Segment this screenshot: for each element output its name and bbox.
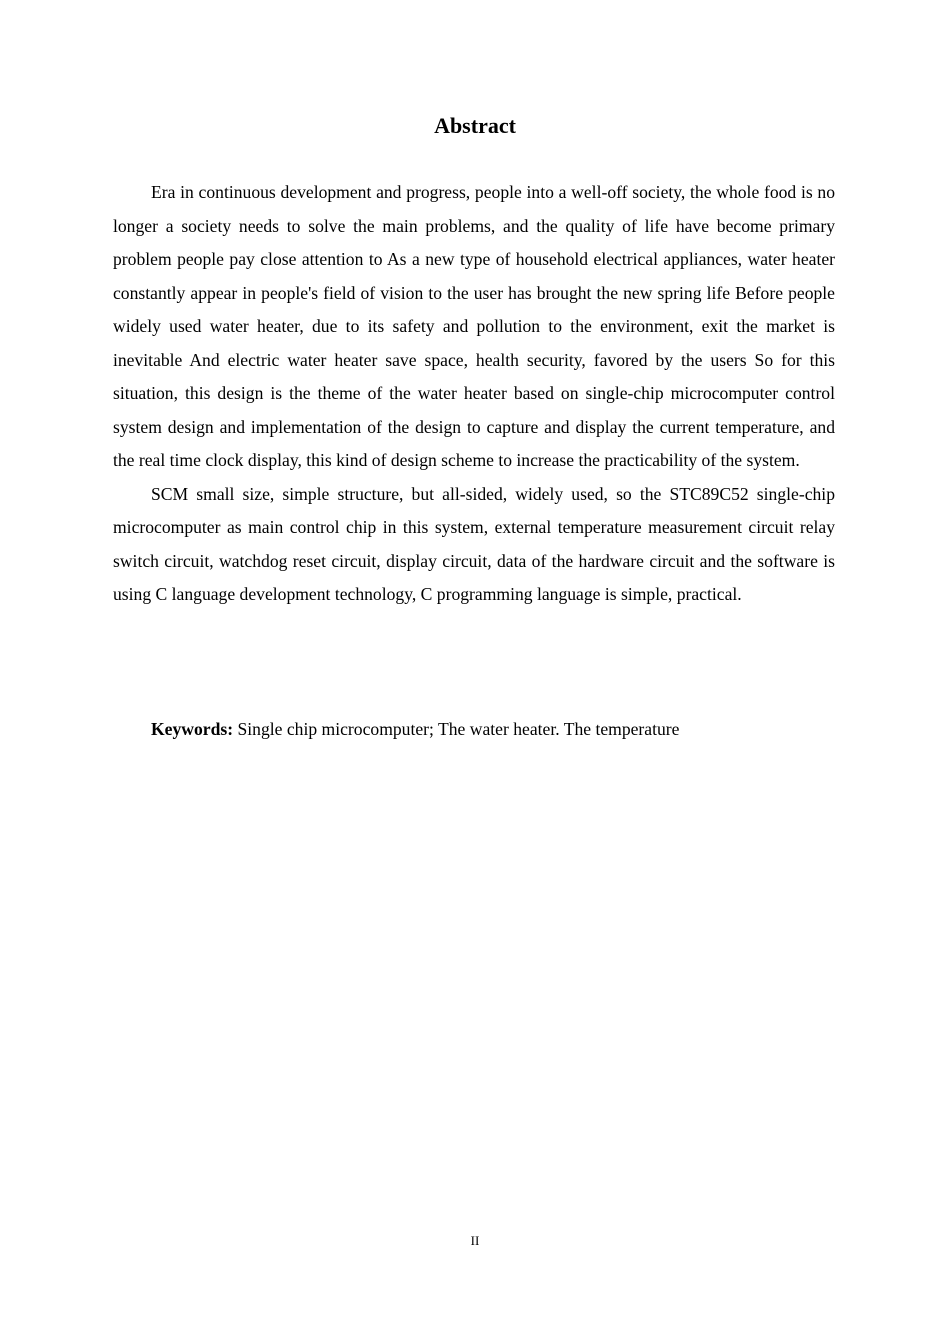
abstract-paragraph-1: Era in continuous development and progress, people into a well-off society, the whole food is no longer a society needs to solve the main problems, and the quality of life have become primary problem people pay close attention to As a new type of household electrical appliances, water heater constantly appear in people's field of vision to the user has brought the new spring life Before people widely used water heater, due to its safety and pollution to the environment, exit the market is inevitable And electric water heater save space, health security, favored by the users So for this situation, this design is the theme of the water heater based on single-chip microcomputer control system design and implementation of the design to capture and display the current temperature, and the real time clock display, this kind of design scheme to increase the practicability of the system. bbox=[113, 182, 835, 470]
abstract-title: Abstract bbox=[434, 113, 516, 138]
keywords-line bbox=[151, 713, 835, 747]
keywords-text: Single chip microcomputer; The water heater. The temperature bbox=[237, 719, 680, 739]
abstract-body bbox=[113, 176, 835, 612]
keywords-label: Keywords: bbox=[151, 719, 234, 739]
abstract-paragraph-2: SCM small size, simple structure, but all-sided, widely used, so the STC89C52 single-chip microcomputer as main control chip in this system, external temperature measurement circuit relay switch circuit, watchdog reset circuit, display circuit, data of the hardware circuit and the software is using C language development technology, C programming language is simple, practical. bbox=[113, 483, 835, 604]
page-number: II bbox=[470, 1233, 480, 1248]
